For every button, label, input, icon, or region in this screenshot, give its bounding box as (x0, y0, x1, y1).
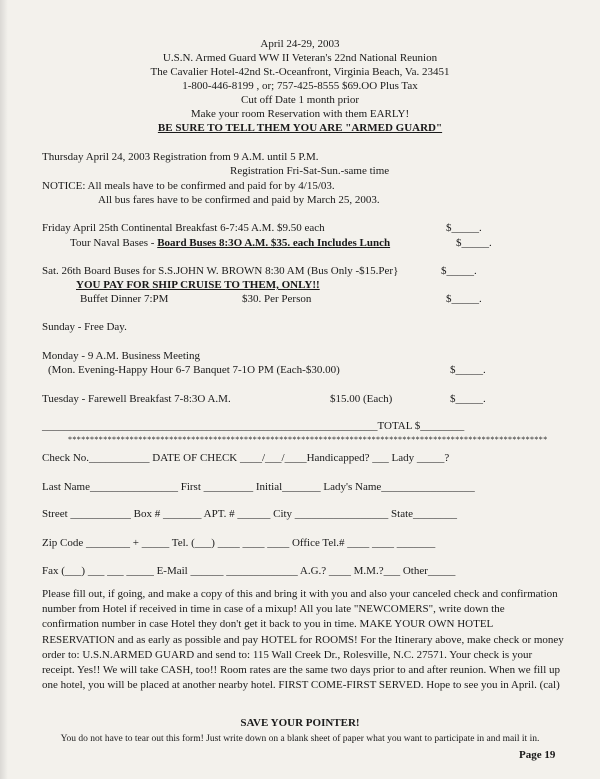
tuesday-amount-field[interactable]: $_____. (450, 393, 486, 405)
monday-meeting: Monday - 9 A.M. Business Meeting (42, 350, 200, 362)
armed-guard-notice: BE SURE TO TELL THEM YOU ARE "ARMED GUARD" (157, 122, 443, 134)
tuesday-breakfast: Tuesday - Farewell Breakfast 7-8:3O A.M. (42, 393, 231, 405)
ship-cruise-notice: YOU PAY FOR SHIP CRUISE TO THEM, ONLY!! (76, 279, 320, 291)
save-pointer-heading: SAVE YOUR POINTER! (240, 717, 360, 729)
tour-naval-bases (70, 237, 390, 250)
monday-banquet: (Mon. Evening-Happy Hour 6-7 Banquet 7-1O PM (Each-$30.00) (48, 364, 340, 376)
form-row-phone[interactable]: Zip Code ________ + _____ Tel. (___) ____ ____ ____ Office Tel.# ____ ____ _______ (42, 537, 436, 549)
friday-breakfast: Friday April 25th Continental Breakfast 6-7:45 A.M. $9.50 each (42, 222, 325, 234)
form-row-check[interactable]: Check No.___________ DATE OF CHECK ____/___/____Handicapped? ___ Lady _____? (42, 452, 450, 464)
saturday-amount-field[interactable]: $_____. (441, 265, 477, 277)
buffet-dinner: Buffet Dinner 7:PM (80, 293, 169, 305)
instructions-paragraph: Please fill out, if going, and make a copy of this and bring it with you and also your canceled check and confirmation number from Hotel if received in time in case of a mixup! All you late "NEWCOMERS", write down the confirmation number in case Hotel they don't get it back to you in time. MAKE YOUR OWN HOTEL RESERVATION and as early as possible and pay HOTEL for ROOMS! For the Itinerary above, make check or money order to: U.S.N.ARMED GUARD and send to: 115 Wall Creek Dr., Rolesville, N.C. 27571. Your check is your receipt. Yes!! We will take CASH, too!! Room rates are the same two days prior to and after reunion. When we fill up one hotel, you will be placed at another nearby hotel. FIRST COME-FIRST SERVED. Hope to see you in April. (cal) (42, 588, 564, 692)
buffet-amount-field[interactable]: $_____. (446, 293, 482, 305)
event-date: April 24-29, 2003 (260, 38, 340, 50)
form-row-name[interactable]: Last Name________________ First _________ Initial_______ Lady's Name_________________ (42, 481, 475, 493)
tour-amount-field[interactable]: $_____. (456, 237, 492, 249)
tuesday-price: $15.00 (Each) (330, 393, 393, 405)
notice-meals: NOTICE: All meals have to be confirmed and paid for by 4/15/03. (42, 180, 335, 192)
friday-amount-field[interactable]: $_____. (446, 222, 482, 234)
form-row-fax-email[interactable]: Fax (___) ___ ___ _____ E-Mail ______ _____________ A.G.? ____ M.M.?___ Other_____ (42, 565, 456, 577)
thursday-registration: Thursday April 24, 2003 Registration from 9 A.M. until 5 P.M. (42, 151, 319, 163)
sunday-free-day: Sunday - Free Day. (42, 321, 127, 333)
notice-bus-fares: All bus fares have to be confirmed and paid by March 25, 2003. (98, 194, 380, 206)
monday-amount-field[interactable]: $_____. (450, 364, 486, 376)
page-number: Page 19 (519, 749, 556, 761)
cutoff-date: Cut off Date 1 month prior (240, 94, 360, 106)
saturday-bus: Sat. 26th Board Buses for S.S.JOHN W. BROWN 8:30 AM (Bus Only -$15.Per} (42, 265, 399, 277)
buffet-price: $30. Per Person (242, 293, 312, 305)
form-row-address[interactable]: Street ___________ Box # _______ APT. # ______ City _________________ State________ (42, 508, 458, 520)
venue-address: The Cavalier Hotel-42nd St.-Oceanfront, Virginia Beach, Va. 23451 (150, 66, 450, 78)
separator-stars: ************************************************************************************************************* (68, 435, 548, 444)
tour-bus-details: Board Buses 8:3O A.M. $35. each Includes Lunch (157, 237, 391, 249)
mail-in-note: You do not have to tear out this form! Just write down on a blank sheet of paper what you want to participate in and mail it in. (60, 734, 540, 744)
registration-days: Registration Fri-Sat-Sun.-same time (230, 165, 390, 177)
tour-prefix: Tour Naval Bases - (70, 237, 158, 249)
total-line[interactable]: _____________________________________________________________TOTAL $________ (42, 420, 465, 432)
phone-rates: 1-800-446-8199 , or; 757-425-8555 $69.OO Plus Tax (182, 80, 418, 92)
reservation-note: Make your room Reservation with them EARLY! (190, 108, 410, 120)
organization-title: U.S.N. Armed Guard WW II Veteran's 22nd National Reunion (162, 52, 438, 64)
